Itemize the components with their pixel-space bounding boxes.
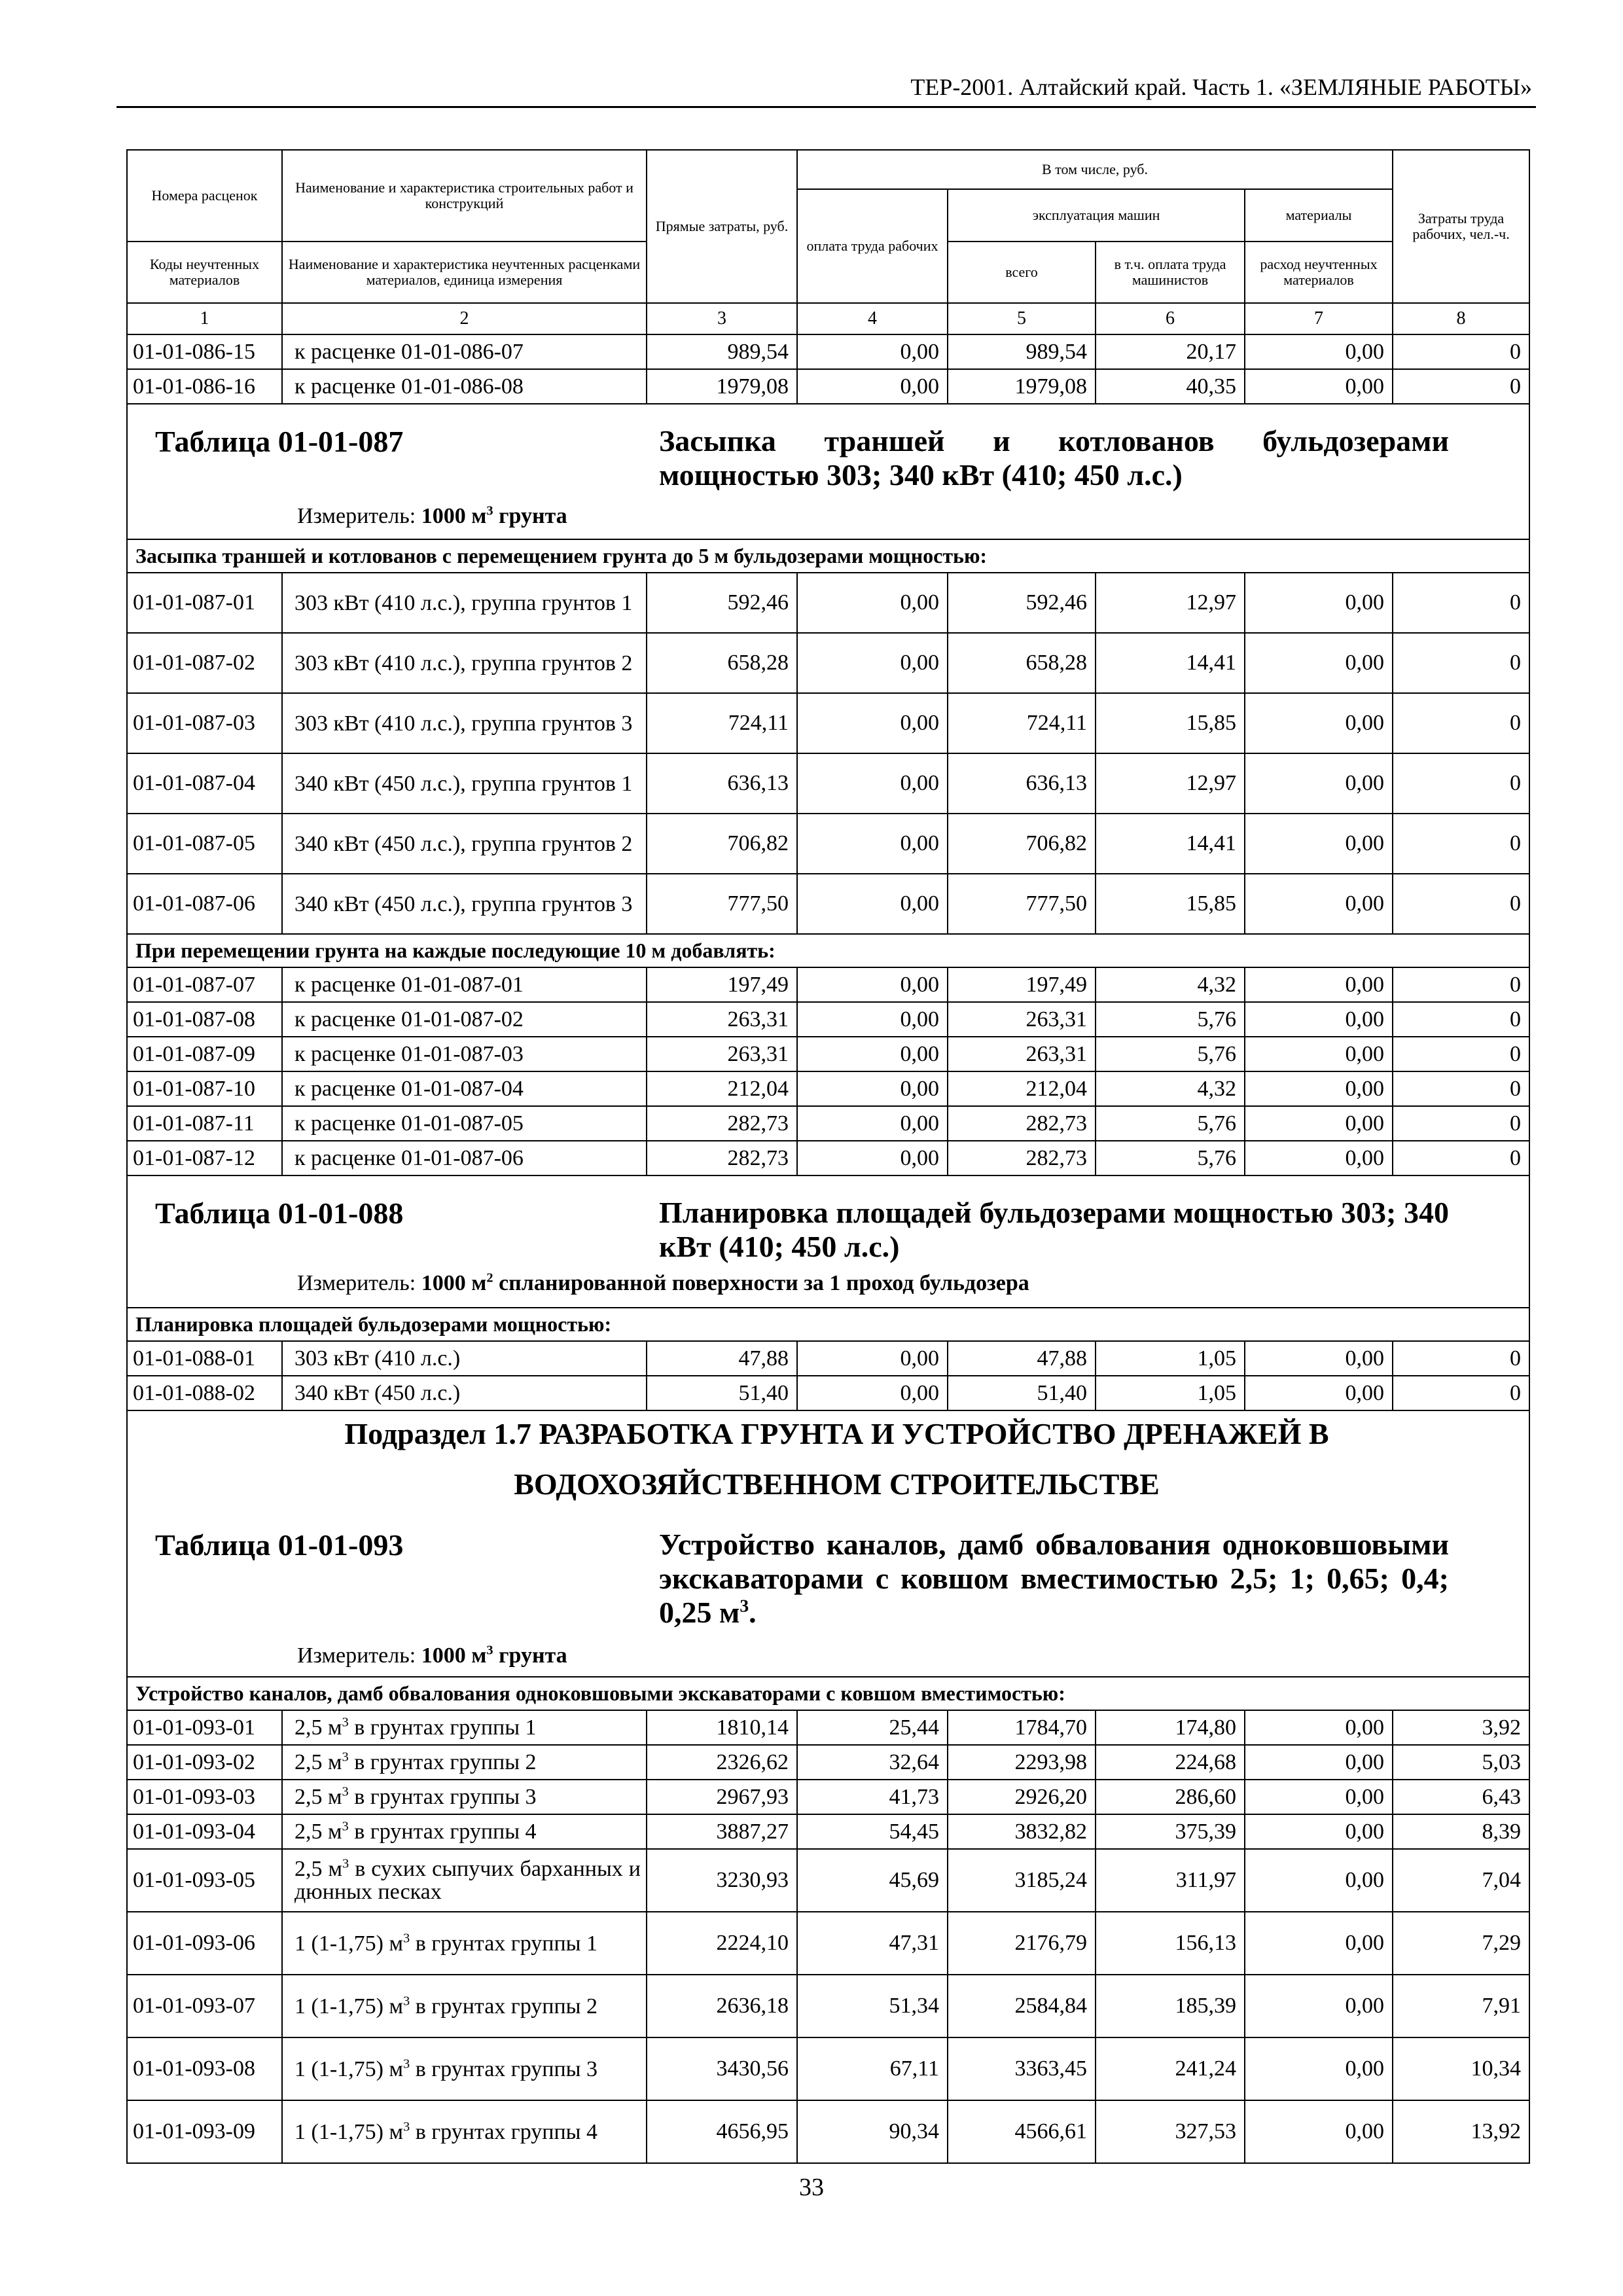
rate-name: к расценке 01-01-087-04 — [282, 1071, 647, 1106]
labor-cost: 0 — [1393, 573, 1529, 633]
rate-name: 2,5 $м^3$ в грунтах группы 1 — [282, 1710, 647, 1745]
machinists-pay: 4,32 — [1096, 967, 1245, 1002]
labor-pay: 0,00 — [797, 633, 948, 693]
machinists-pay: 327,53 — [1096, 2100, 1245, 2163]
table-row — [127, 753, 1529, 814]
unit-label: Измеритель: — [297, 1271, 416, 1295]
table-row — [127, 1106, 1529, 1141]
rate-code: 01-01-087-06 — [127, 874, 282, 934]
hdr-labor-pay: оплата труда рабочих — [797, 189, 948, 303]
rate-code: 01-01-087-05 — [127, 814, 282, 874]
labor-pay: 0,00 — [797, 1037, 948, 1071]
machinists-pay: 311,97 — [1096, 1849, 1245, 1912]
rate-code: 01-01-093-06 — [127, 1912, 282, 1975]
materials-spent: 0,00 — [1245, 369, 1393, 404]
rate-code: 01-01-093-02 — [127, 1745, 282, 1780]
table-row — [127, 874, 1529, 934]
machines-total: 3832,82 — [948, 1814, 1096, 1849]
direct-cost: 592,46 — [647, 573, 797, 633]
labor-pay: 54,45 — [797, 1814, 948, 1849]
labor-cost: 0 — [1393, 693, 1529, 753]
rate-name: к расценке 01-01-087-01 — [282, 967, 647, 1002]
materials-spent: 0,00 — [1245, 967, 1393, 1002]
hdr-machines-total: всего — [948, 242, 1096, 303]
rate-code: 01-01-086-15 — [127, 334, 282, 369]
machinists-pay: 20,17 — [1096, 334, 1245, 369]
machinists-pay: 286,60 — [1096, 1780, 1245, 1814]
labor-cost: 0 — [1393, 874, 1529, 934]
direct-cost: 2224,10 — [647, 1912, 797, 1975]
table-087-unit — [297, 504, 567, 529]
machines-total: 263,31 — [948, 1002, 1096, 1037]
materials-spent: 0,00 — [1245, 874, 1393, 934]
machinists-pay: 5,76 — [1096, 1037, 1245, 1071]
machines-total: 989,54 — [948, 334, 1096, 369]
labor-cost: 0 — [1393, 1376, 1529, 1410]
rate-name: к расценке 01-01-087-02 — [282, 1002, 647, 1037]
table-row — [127, 369, 1529, 404]
direct-cost: 777,50 — [647, 874, 797, 934]
table-row — [127, 334, 1529, 369]
rate-code: 01-01-093-04 — [127, 1814, 282, 1849]
machinists-pay: 156,13 — [1096, 1912, 1245, 1975]
labor-cost: 0 — [1393, 1341, 1529, 1376]
materials-spent: 0,00 — [1245, 1037, 1393, 1071]
machinists-pay: 185,39 — [1096, 1975, 1245, 2037]
header-row-1 — [127, 150, 1529, 189]
table-row — [127, 1341, 1529, 1376]
rate-code: 01-01-088-01 — [127, 1341, 282, 1376]
table-row — [127, 967, 1529, 1002]
labor-pay: 0,00 — [797, 814, 948, 874]
direct-cost: 1810,14 — [647, 1710, 797, 1745]
machines-total: 1979,08 — [948, 369, 1096, 404]
machines-total: 592,46 — [948, 573, 1096, 633]
hdr-incl: В том числе, руб. — [797, 150, 1393, 189]
direct-cost: 3887,27 — [647, 1814, 797, 1849]
col-number: 8 — [1393, 303, 1529, 334]
machines-total: 2176,79 — [948, 1912, 1096, 1975]
machinists-pay: 174,80 — [1096, 1710, 1245, 1745]
materials-spent: 0,00 — [1245, 1141, 1393, 1175]
labor-pay: 41,73 — [797, 1780, 948, 1814]
rate-name: 340 кВт (450 л.с.), группа грунтов 1 — [282, 753, 647, 814]
machines-total: 47,88 — [948, 1341, 1096, 1376]
machines-total: 3185,24 — [948, 1849, 1096, 1912]
subsection-title-line2: ВОДОХОЗЯЙСТВЕННОМ СТРОИТЕЛЬСТВЕ — [514, 1467, 1160, 1501]
rate-name: 1 (1-1,75) $м^3$ в грунтах группы 1 — [282, 1912, 647, 1975]
unit-value: 1000 $м^3$ грунта — [421, 1643, 567, 1668]
labor-pay: 67,11 — [797, 2037, 948, 2100]
machines-total: 282,73 — [948, 1141, 1096, 1175]
machinists-pay: 15,85 — [1096, 693, 1245, 753]
labor-cost: 13,92 — [1393, 2100, 1529, 2163]
materials-spent: 0,00 — [1245, 1849, 1393, 1912]
hdr-materials: материалы — [1245, 189, 1393, 242]
table-row — [127, 1376, 1529, 1410]
rate-code: 01-01-087-01 — [127, 573, 282, 633]
machines-total: 51,40 — [948, 1376, 1096, 1410]
rate-name: 2,5 $м^3$ в грунтах группы 3 — [282, 1780, 647, 1814]
direct-cost: 3430,56 — [647, 2037, 797, 2100]
machinists-pay: 5,76 — [1096, 1141, 1245, 1175]
rate-name: 340 кВт (450 л.с.), группа грунтов 2 — [282, 814, 647, 874]
unit-value: 1000 $м^3$ грунта — [421, 503, 567, 528]
machinists-pay: 12,97 — [1096, 573, 1245, 633]
labor-pay: 0,00 — [797, 1106, 948, 1141]
unit-value: 1000 $м^2$ спланированной поверхности за 1 проход бульдозера — [421, 1270, 1029, 1295]
section-087-2: При перемещении грунта на каждые последующие 10 м добавлять: — [127, 934, 1529, 967]
machines-total: 636,13 — [948, 753, 1096, 814]
labor-cost: 7,04 — [1393, 1849, 1529, 1912]
table-087-title: Засыпка траншей и котлованов бульдозерами мощностью 303; 340 кВт (410; 450 л.с.) — [659, 424, 1449, 492]
rate-name: 303 кВт (410 л.с.), группа грунтов 3 — [282, 693, 647, 753]
machines-total: 706,82 — [948, 814, 1096, 874]
rate-code: 01-01-093-09 — [127, 2100, 282, 2163]
machines-total: 1784,70 — [948, 1710, 1096, 1745]
labor-pay: 0,00 — [797, 1376, 948, 1410]
table-088-unit — [297, 1271, 1029, 1296]
section-093-1: Устройство каналов, дамб обвалования одноковшовыми экскаваторами с ковшом вместимостью: — [127, 1677, 1529, 1710]
labor-pay: 0,00 — [797, 967, 948, 1002]
labor-pay: 0,00 — [797, 874, 948, 934]
labor-cost: 0 — [1393, 334, 1529, 369]
table-row — [127, 1912, 1529, 1975]
col-number: 2 — [282, 303, 647, 334]
table-087-number: Таблица 01-01-087 — [155, 425, 404, 458]
rate-code: 01-01-087-07 — [127, 967, 282, 1002]
machinists-pay: 375,39 — [1096, 1814, 1245, 1849]
labor-pay: 0,00 — [797, 1341, 948, 1376]
materials-spent: 0,00 — [1245, 573, 1393, 633]
table-row — [127, 1002, 1529, 1037]
rate-code: 01-01-087-02 — [127, 633, 282, 693]
rate-name: 303 кВт (410 л.с.) — [282, 1341, 647, 1376]
labor-pay: 45,69 — [797, 1849, 948, 1912]
hdr-machines: эксплуатация машин — [948, 189, 1245, 242]
machines-total: 4566,61 — [948, 2100, 1096, 2163]
page-number: 33 — [799, 2174, 824, 2201]
labor-cost: 7,91 — [1393, 1975, 1529, 2037]
direct-cost: 3230,93 — [647, 1849, 797, 1912]
materials-spent: 0,00 — [1245, 1780, 1393, 1814]
direct-cost: 989,54 — [647, 334, 797, 369]
rate-name: к расценке 01-01-086-07 — [282, 334, 647, 369]
table-093-title: Устройство каналов, дамб обвалования одноковшовыми экскаваторами с ковшом вместимостью 2,5; 1; 0,65; 0,4; 0,25 $м^3$. — [659, 1528, 1449, 1629]
direct-cost: 2326,62 — [647, 1745, 797, 1780]
section-088-1: Планировка площадей бульдозерами мощностью: — [127, 1308, 1529, 1341]
materials-spent: 0,00 — [1245, 2037, 1393, 2100]
rate-name: к расценке 01-01-087-03 — [282, 1037, 647, 1071]
machinists-pay: 14,41 — [1096, 814, 1245, 874]
labor-cost: 0 — [1393, 1071, 1529, 1106]
direct-cost: 706,82 — [647, 814, 797, 874]
labor-pay: 0,00 — [797, 573, 948, 633]
direct-cost: 282,73 — [647, 1141, 797, 1175]
machinists-pay: 5,76 — [1096, 1106, 1245, 1141]
rate-code: 01-01-087-04 — [127, 753, 282, 814]
table-087-heading — [127, 404, 1529, 539]
labor-pay: 0,00 — [797, 1071, 948, 1106]
rate-name: к расценке 01-01-086-08 — [282, 369, 647, 404]
machines-total: 724,11 — [948, 693, 1096, 753]
direct-cost: 724,11 — [647, 693, 797, 753]
labor-pay: 0,00 — [797, 1141, 948, 1175]
rate-code: 01-01-088-02 — [127, 1376, 282, 1410]
table-088-heading — [127, 1175, 1529, 1308]
table-row — [127, 1780, 1529, 1814]
col-number: 3 — [647, 303, 797, 334]
labor-cost: 0 — [1393, 1037, 1529, 1071]
rate-code: 01-01-093-01 — [127, 1710, 282, 1745]
direct-cost: 47,88 — [647, 1341, 797, 1376]
rate-name: 303 кВт (410 л.с.), группа грунтов 2 — [282, 633, 647, 693]
hdr-materials-spent: расход неучтенных материалов — [1245, 242, 1393, 303]
direct-cost: 282,73 — [647, 1106, 797, 1141]
rate-code: 01-01-087-10 — [127, 1071, 282, 1106]
labor-pay: 51,34 — [797, 1975, 948, 2037]
hdr-direct: Прямые затраты, руб. — [647, 150, 797, 303]
hdr-name-top: Наименование и характеристика строительных работ и конструкций — [282, 150, 647, 242]
table-row — [127, 1849, 1529, 1912]
labor-pay: 32,64 — [797, 1745, 948, 1780]
table-row — [127, 814, 1529, 874]
machines-total: 3363,45 — [948, 2037, 1096, 2100]
table-row — [127, 573, 1529, 633]
materials-spent: 0,00 — [1245, 1975, 1393, 2037]
labor-cost: 3,92 — [1393, 1710, 1529, 1745]
rate-code: 01-01-093-07 — [127, 1975, 282, 2037]
machines-total: 2293,98 — [948, 1745, 1096, 1780]
rate-code: 01-01-093-05 — [127, 1849, 282, 1912]
labor-pay: 0,00 — [797, 369, 948, 404]
hdr-name-bottom: Наименование и характеристика неучтенных расценками материалов, единица измерения — [282, 242, 647, 303]
materials-spent: 0,00 — [1245, 1710, 1393, 1745]
running-header — [116, 67, 1536, 108]
materials-spent: 0,00 — [1245, 753, 1393, 814]
machines-total: 2926,20 — [948, 1780, 1096, 1814]
machinists-pay: 4,32 — [1096, 1071, 1245, 1106]
materials-spent: 0,00 — [1245, 1376, 1393, 1410]
rate-name: 340 кВт (450 л.с.) — [282, 1376, 647, 1410]
direct-cost: 212,04 — [647, 1071, 797, 1106]
labor-cost: 0 — [1393, 633, 1529, 693]
table-088-number: Таблица 01-01-088 — [155, 1196, 404, 1230]
machines-total: 777,50 — [948, 874, 1096, 934]
col-number: 4 — [797, 303, 948, 334]
materials-spent: 0,00 — [1245, 1106, 1393, 1141]
rate-name: 2,5 $м^3$ в сухих сыпучих барханных и дюнных песках — [282, 1849, 647, 1912]
materials-spent: 0,00 — [1245, 693, 1393, 753]
rate-name: 1 (1-1,75) $м^3$ в грунтах группы 3 — [282, 2037, 647, 2100]
direct-cost: 51,40 — [647, 1376, 797, 1410]
rate-code: 01-01-087-12 — [127, 1141, 282, 1175]
hdr-labor-cost: Затраты труда рабочих, чел.-ч. — [1393, 150, 1529, 303]
labor-pay: 0,00 — [797, 693, 948, 753]
machinists-pay: 12,97 — [1096, 753, 1245, 814]
table-093-unit — [297, 1643, 567, 1668]
rate-code: 01-01-086-16 — [127, 369, 282, 404]
labor-pay: 0,00 — [797, 1002, 948, 1037]
materials-spent: 0,00 — [1245, 334, 1393, 369]
labor-pay: 0,00 — [797, 753, 948, 814]
machinists-pay: 5,76 — [1096, 1002, 1245, 1037]
col-number: 7 — [1245, 303, 1393, 334]
direct-cost: 658,28 — [647, 633, 797, 693]
table-row — [127, 2100, 1529, 2163]
direct-cost: 263,31 — [647, 1037, 797, 1071]
table-row — [127, 1745, 1529, 1780]
direct-cost: 2967,93 — [647, 1780, 797, 1814]
rate-name: 1 (1-1,75) $м^3$ в грунтах группы 2 — [282, 1975, 647, 2037]
rate-code: 01-01-087-09 — [127, 1037, 282, 1071]
direct-cost: 263,31 — [647, 1002, 797, 1037]
table-088-title: Планировка площадей бульдозерами мощностью 303; 340 кВт (410; 450 л.с.) — [659, 1196, 1449, 1263]
subsection-title-line1: Подраздел 1.7 РАЗРАБОТКА ГРУНТА И УСТРОЙСТВО ДРЕНАЖЕЙ В — [344, 1417, 1329, 1450]
rates-table — [126, 149, 1530, 2164]
hdr-code-top: Номера расценок — [127, 150, 282, 242]
labor-cost: 10,34 — [1393, 2037, 1529, 2100]
materials-spent: 0,00 — [1245, 1341, 1393, 1376]
rate-name: 340 кВт (450 л.с.), группа грунтов 3 — [282, 874, 647, 934]
rate-name: 2,5 $м^3$ в грунтах группы 2 — [282, 1745, 647, 1780]
section-087-1: Засыпка траншей и котлованов с перемещением грунта до 5 м бульдозерами мощностью: — [127, 539, 1529, 573]
machines-total: 263,31 — [948, 1037, 1096, 1071]
machines-total: 212,04 — [948, 1071, 1096, 1106]
machines-total: 282,73 — [948, 1106, 1096, 1141]
running-header-text: ТЕР-2001. Алтайский край. Часть 1. «ЗЕМЛЯНЫЕ РАБОТЫ» — [910, 74, 1532, 100]
table-row — [127, 693, 1529, 753]
labor-cost: 7,29 — [1393, 1912, 1529, 1975]
direct-cost: 636,13 — [647, 753, 797, 814]
table-row — [127, 1814, 1529, 1849]
table-row — [127, 1975, 1529, 2037]
labor-cost: 0 — [1393, 1106, 1529, 1141]
machines-total: 197,49 — [948, 967, 1096, 1002]
materials-spent: 0,00 — [1245, 633, 1393, 693]
labor-cost: 0 — [1393, 369, 1529, 404]
materials-spent: 0,00 — [1245, 2100, 1393, 2163]
table-row — [127, 633, 1529, 693]
materials-spent: 0,00 — [1245, 1071, 1393, 1106]
rate-code: 01-01-093-03 — [127, 1780, 282, 1814]
rate-code: 01-01-087-11 — [127, 1106, 282, 1141]
table-row — [127, 1037, 1529, 1071]
rate-code: 01-01-087-08 — [127, 1002, 282, 1037]
materials-spent: 0,00 — [1245, 1814, 1393, 1849]
column-numbers-row — [127, 303, 1529, 334]
rate-code: 01-01-087-03 — [127, 693, 282, 753]
labor-cost: 5,03 — [1393, 1745, 1529, 1780]
machinists-pay: 1,05 — [1096, 1376, 1245, 1410]
labor-cost: 6,43 — [1393, 1780, 1529, 1814]
rate-code: 01-01-093-08 — [127, 2037, 282, 2100]
subsection-and-table-093-heading — [127, 1410, 1529, 1677]
labor-pay: 0,00 — [797, 334, 948, 369]
machinists-pay: 241,24 — [1096, 2037, 1245, 2100]
unit-label: Измеритель: — [297, 504, 416, 528]
hdr-code-bottom: Коды неучтенных материалов — [127, 242, 282, 303]
machinists-pay: 40,35 — [1096, 369, 1245, 404]
materials-spent: 0,00 — [1245, 1002, 1393, 1037]
labor-cost: 0 — [1393, 967, 1529, 1002]
materials-spent: 0,00 — [1245, 814, 1393, 874]
direct-cost: 1979,08 — [647, 369, 797, 404]
col-number: 5 — [948, 303, 1096, 334]
machinists-pay: 15,85 — [1096, 874, 1245, 934]
unit-label: Измеритель: — [297, 1643, 416, 1668]
machinists-pay: 14,41 — [1096, 633, 1245, 693]
labor-pay: 47,31 — [797, 1912, 948, 1975]
machinists-pay: 1,05 — [1096, 1341, 1245, 1376]
hdr-machinists-pay: в т.ч. оплата труда машинистов — [1096, 242, 1245, 303]
direct-cost: 197,49 — [647, 967, 797, 1002]
direct-cost: 2636,18 — [647, 1975, 797, 2037]
materials-spent: 0,00 — [1245, 1745, 1393, 1780]
direct-cost: 4656,95 — [647, 2100, 797, 2163]
labor-pay: 90,34 — [797, 2100, 948, 2163]
rate-name: к расценке 01-01-087-06 — [282, 1141, 647, 1175]
rate-name: 303 кВт (410 л.с.), группа грунтов 1 — [282, 573, 647, 633]
labor-cost: 0 — [1393, 753, 1529, 814]
table-row — [127, 1710, 1529, 1745]
table-row — [127, 2037, 1529, 2100]
labor-cost: 0 — [1393, 1141, 1529, 1175]
machinists-pay: 224,68 — [1096, 1745, 1245, 1780]
rate-name: 2,5 $м^3$ в грунтах группы 4 — [282, 1814, 647, 1849]
col-number: 1 — [127, 303, 282, 334]
table-row — [127, 1071, 1529, 1106]
table-row — [127, 1141, 1529, 1175]
machines-total: 658,28 — [948, 633, 1096, 693]
labor-cost: 0 — [1393, 1002, 1529, 1037]
materials-spent: 0,00 — [1245, 1912, 1393, 1975]
labor-cost: 0 — [1393, 814, 1529, 874]
col-number: 6 — [1096, 303, 1245, 334]
rate-name: к расценке 01-01-087-05 — [282, 1106, 647, 1141]
labor-cost: 8,39 — [1393, 1814, 1529, 1849]
labor-pay: 25,44 — [797, 1710, 948, 1745]
rate-name: 1 (1-1,75) $м^3$ в грунтах группы 4 — [282, 2100, 647, 2163]
table-093-number: Таблица 01-01-093 — [155, 1528, 404, 1562]
machines-total: 2584,84 — [948, 1975, 1096, 2037]
